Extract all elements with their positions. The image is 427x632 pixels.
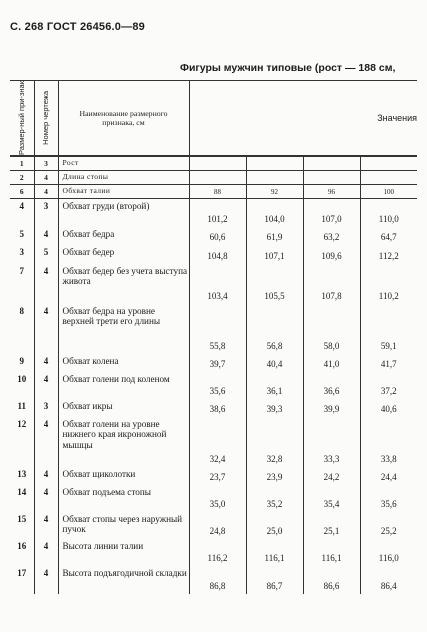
value-cell: 107,8: [303, 264, 360, 304]
feature-number: 7: [10, 264, 34, 304]
drawing-number: 4: [34, 372, 58, 399]
value-cell: 33,3: [303, 417, 360, 467]
table-row: [10, 264, 417, 304]
drawing-number: 4: [34, 304, 58, 354]
value-cell: 32,8: [246, 417, 303, 467]
value-cell: 100: [360, 185, 417, 199]
value-cell: 55,8: [189, 304, 246, 354]
value-cell: 24,4: [380, 471, 397, 482]
feature-number: 9: [10, 354, 34, 372]
value-cell: 105,5: [246, 264, 303, 304]
feature-number: 17: [10, 566, 34, 594]
drawing-number: 3: [34, 199, 58, 227]
value-cell: 56,8: [246, 304, 303, 354]
value-cell: 35,6: [189, 372, 246, 399]
feature-name: Обхват стопы через наружный пучок: [58, 512, 189, 539]
value-cell: 112,2: [378, 250, 399, 261]
feature-number: 3: [10, 245, 34, 264]
feature-number: 14: [10, 485, 34, 512]
value-cell: 61,9: [246, 227, 303, 245]
feature-name: Высота линии талии: [58, 539, 189, 566]
value-cell: 23,9: [246, 467, 303, 485]
value-cell: 110,2: [378, 290, 399, 301]
drawing-number: 4: [34, 264, 58, 304]
drawing-number: 3: [34, 399, 58, 417]
feature-number: 4: [10, 199, 34, 227]
drawing-number: 4: [34, 512, 58, 539]
value-cell: 103,4: [189, 264, 246, 304]
value-cell: 107,1: [246, 245, 303, 264]
value-cell: [189, 171, 246, 185]
value-cell: 116,1: [303, 539, 360, 566]
feature-number: 13: [10, 467, 34, 485]
value-cell: 92: [246, 185, 303, 199]
table-row: [10, 227, 417, 245]
value-cell: 39,7: [189, 354, 246, 372]
value-cell: 25,2: [380, 525, 397, 536]
table-top-row: [10, 185, 417, 199]
feature-name: Рост: [58, 156, 189, 171]
value-cell: 24,2: [303, 467, 360, 485]
value-cell: 104,8: [189, 245, 246, 264]
feature-name: Высота подъягодичной складки: [58, 566, 189, 594]
drawing-number: 4: [34, 539, 58, 566]
value-cell: 86,8: [189, 566, 246, 594]
feature-name: Обхват бедра на уровне верхней трети его длины: [58, 304, 189, 354]
table-header-row: [10, 81, 417, 157]
value-cell: 86,4: [380, 580, 397, 591]
value-cell: [360, 171, 417, 185]
table-row: [10, 512, 417, 539]
value-cell: 110,0: [378, 213, 399, 224]
column-header-drawing: Номер чертежа: [41, 91, 50, 145]
feature-name: Обхват голени под коленом: [58, 372, 189, 399]
column-header-name: Наименование размерного признака, см: [79, 109, 168, 128]
drawing-number: 4: [34, 417, 58, 467]
drawing-number: 4: [34, 467, 58, 485]
feature-number: 10: [10, 372, 34, 399]
drawing-number: 4: [34, 227, 58, 245]
value-cell: 23,7: [189, 467, 246, 485]
drawing-number: 4: [34, 485, 58, 512]
value-cell: 86,7: [246, 566, 303, 594]
value-cell: 25,1: [303, 512, 360, 539]
value-cell: 59,1: [380, 340, 397, 351]
table-row: [10, 485, 417, 512]
value-cell: 38,6: [189, 399, 246, 417]
value-cell: 58,0: [303, 304, 360, 354]
feature-name: Обхват голени на уровне нижнего края икроножной мышцы: [58, 417, 189, 467]
feature-number: 8: [10, 304, 34, 354]
drawing-number: 4: [34, 566, 58, 594]
value-cell: 88: [189, 185, 246, 199]
feature-name: Обхват щиколотки: [58, 467, 189, 485]
column-header-feature: Размер-ный при-знак: [16, 81, 26, 156]
table-top-row: [10, 171, 417, 185]
value-cell: 107,0: [303, 199, 360, 227]
feature-name: Обхват бедра: [58, 227, 189, 245]
feature-name: Обхват талии: [58, 185, 189, 199]
value-cell: [360, 156, 417, 171]
feature-number: 5: [10, 227, 34, 245]
value-cell: 35,4: [303, 485, 360, 512]
table-row: [10, 399, 417, 417]
value-cell: [246, 171, 303, 185]
feature-name: Обхват бедер без учета выступа живота: [58, 264, 189, 304]
value-cell: 64,7: [380, 231, 397, 242]
value-cell: 37,2: [380, 385, 397, 396]
column-header-values: Значения: [189, 81, 417, 157]
measurements-table: [10, 80, 417, 594]
value-cell: 116,2: [189, 539, 246, 566]
value-cell: 36,1: [246, 372, 303, 399]
drawing-number: 4: [34, 354, 58, 372]
value-cell: 96: [303, 185, 360, 199]
value-cell: 104,0: [246, 199, 303, 227]
page-header: С. 268 ГОСТ 26456.0—89: [10, 21, 145, 33]
feature-name: Обхват колена: [58, 354, 189, 372]
table-row: [10, 245, 417, 264]
drawing-number: 5: [34, 245, 58, 264]
value-cell: 116,0: [378, 552, 399, 563]
value-cell: 116,1: [246, 539, 303, 566]
value-cell: [189, 156, 246, 171]
value-cell: 40,6: [380, 403, 397, 414]
feature-number: 2: [10, 171, 34, 185]
table-row: [10, 467, 417, 485]
feature-name: Обхват подъема стопы: [58, 485, 189, 512]
value-cell: 101,2: [189, 199, 246, 227]
table-top-row: [10, 156, 417, 171]
table-row: [10, 539, 417, 566]
table-row: [10, 372, 417, 399]
feature-number: 11: [10, 399, 34, 417]
value-cell: 25,0: [246, 512, 303, 539]
feature-name: Длина стопы: [58, 171, 189, 185]
value-cell: 35,0: [189, 485, 246, 512]
feature-name: Обхват груди (второй): [58, 199, 189, 227]
feature-name: Обхват икры: [58, 399, 189, 417]
table-row: [10, 354, 417, 372]
value-cell: 36,6: [303, 372, 360, 399]
value-cell: [303, 171, 360, 185]
feature-number: 1: [10, 156, 34, 171]
value-cell: 63,2: [303, 227, 360, 245]
value-cell: 41,0: [303, 354, 360, 372]
value-cell: 109,6: [303, 245, 360, 264]
value-cell: [246, 156, 303, 171]
value-cell: 32,4: [189, 417, 246, 467]
table-subtitle: Фигуры мужчин типовые (рост — 188 см,: [180, 62, 396, 74]
table-row: [10, 199, 417, 227]
drawing-number: 4: [34, 171, 58, 185]
value-cell: 33,8: [380, 453, 397, 464]
drawing-number: 4: [34, 185, 58, 199]
table-row: [10, 417, 417, 467]
value-cell: [303, 156, 360, 171]
value-cell: 39,9: [303, 399, 360, 417]
value-cell: 40,4: [246, 354, 303, 372]
feature-name: Обхват бедер: [58, 245, 189, 264]
value-cell: 35,2: [246, 485, 303, 512]
value-cell: 86,6: [303, 566, 360, 594]
feature-number: 15: [10, 512, 34, 539]
value-cell: 41,7: [380, 358, 397, 369]
value-cell: 39,3: [246, 399, 303, 417]
feature-number: 6: [10, 185, 34, 199]
value-cell: 60,6: [189, 227, 246, 245]
feature-number: 16: [10, 539, 34, 566]
drawing-number: 3: [34, 156, 58, 171]
feature-number: 12: [10, 417, 34, 467]
table-row: [10, 304, 417, 354]
table-row: [10, 566, 417, 594]
value-cell: 24,8: [189, 512, 246, 539]
value-cell: 35,6: [380, 498, 397, 509]
